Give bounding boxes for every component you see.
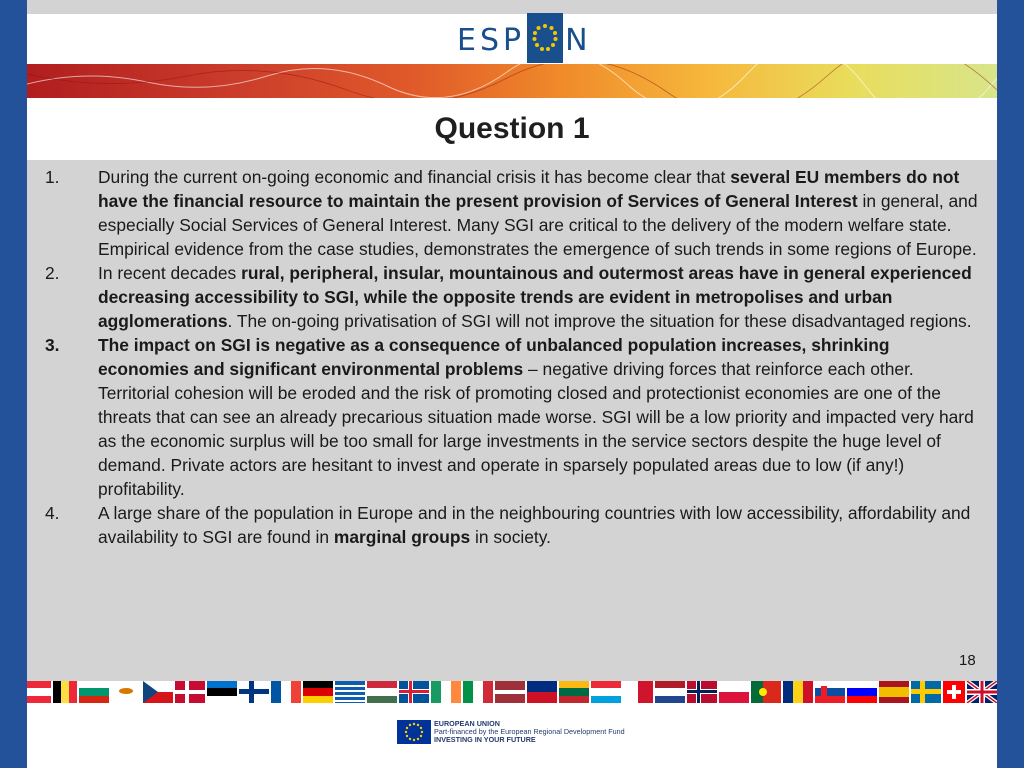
list-item	[27, 165, 997, 261]
item-text: – negative driving forces that reinforce each other. Territorial cohesion will be eroded and the risk of promoting closed and protectionist economies are one of the threats that can see an already precarious situation made worse. SGI will be a low priority and impacted very hard as the economic surplus will be too small for large investments in the service sectors despite the huge level of demand. Private actors are hesitant to invest and operate in sparsely populated areas due to low (if any!) profitability.	[98, 359, 974, 499]
page-number: 18	[959, 652, 976, 669]
eu-funding-note	[434, 720, 625, 744]
slide-title: Question 1	[434, 112, 590, 145]
item-number: 3.	[45, 335, 60, 355]
item-number: 2.	[45, 263, 60, 283]
item-text: A large share of the population in Europe and in the neighbouring countries with low accessibility, affordability and availability to SGI are found in	[98, 503, 971, 547]
item-text: . The on-going privatisation of SGI will not improve the situation for these disadvantaged regions.	[227, 311, 972, 331]
top-band	[27, 0, 997, 14]
item-number: 1.	[45, 167, 60, 187]
item-text: In recent decades	[98, 263, 242, 283]
logo-text-right: N	[565, 22, 592, 58]
slide	[27, 0, 997, 768]
list-item	[27, 333, 997, 501]
map-banner	[27, 64, 997, 98]
item-text: During the current on-going economic and financial crisis it has become clear that	[98, 167, 731, 187]
item-text-bold: rural, peripheral, insular, mountainous and outermost areas have in general experienced decreasing accessibility to SGI, while the opposite trends are evident in metropolises and urban agglomerations	[98, 263, 972, 331]
list-item	[27, 261, 997, 333]
eu-line1: EUROPEAN UNION	[434, 719, 500, 728]
item-text-bold: The impact on SGI is negative as a consequence of unbalanced population increases, shrinking economies and significant environmental problems	[98, 335, 890, 379]
flags-strip	[27, 681, 997, 703]
eu-line2: Part-financed by the European Regional Development Fund	[434, 727, 625, 736]
logo-text-left: ESP	[457, 22, 526, 58]
item-text: in society.	[470, 527, 551, 547]
eu-line3: INVESTING IN YOUR FUTURE	[434, 735, 536, 744]
item-number: 4.	[45, 503, 60, 523]
item-text-bold: several EU members do not have the financial resource to maintain the present provision of Services of General Interest	[98, 167, 960, 211]
item-text: in general, and especially Social Services of General Interest. Many SGI are critical to the delivery of the modern welfare state. Empirical evidence from the case studies, demonstrates the emergence of such trends in some regions of Europe.	[98, 191, 978, 259]
logo-header	[27, 14, 997, 64]
espon-logo	[457, 20, 592, 60]
eu-flag-icon	[397, 720, 431, 744]
question-list	[27, 165, 997, 549]
list-item	[27, 501, 997, 549]
item-text-bold: marginal groups	[333, 527, 471, 547]
eu-stars-icon	[527, 13, 563, 63]
